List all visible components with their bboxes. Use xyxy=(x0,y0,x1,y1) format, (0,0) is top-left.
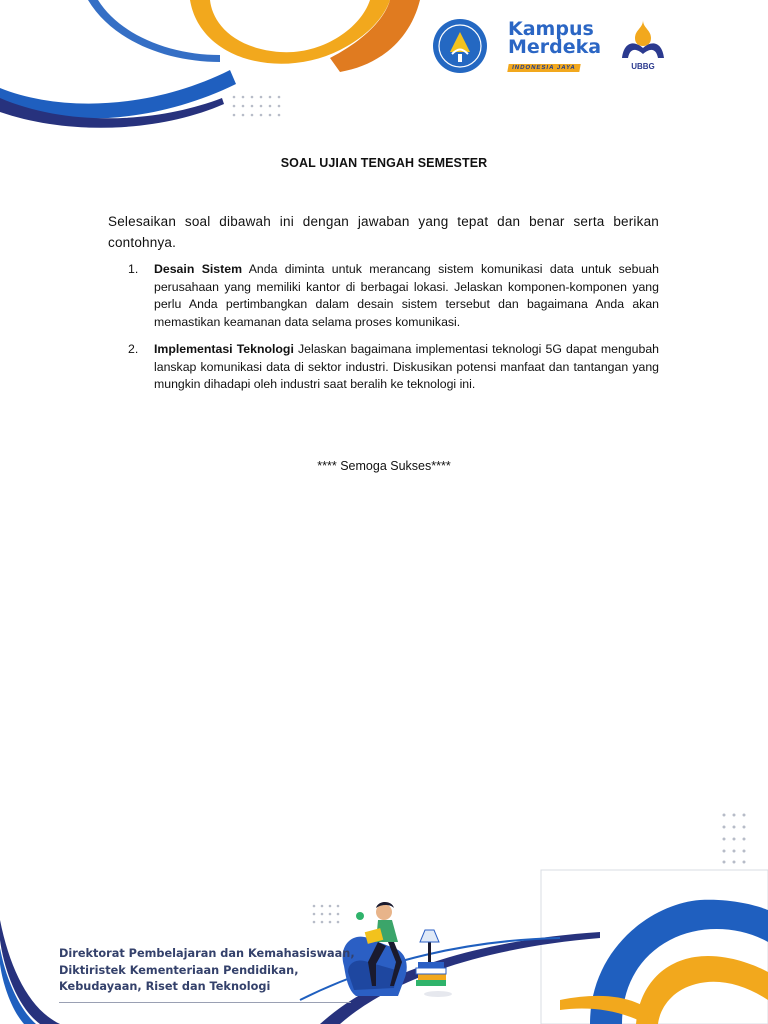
question-title: Implementasi Teknologi xyxy=(154,342,294,356)
kampus-merdeka-logo xyxy=(508,20,608,72)
ubbg-logo xyxy=(618,18,668,74)
kampus-logo-line1: Kampus xyxy=(508,18,594,40)
kampus-logo-tagline: INDONESIA JAYA xyxy=(507,64,580,72)
footer-line-3: Kebudayaan, Riset dan Teknologi xyxy=(59,980,271,993)
dot-grid-decoration xyxy=(718,810,752,866)
ubbg-logo-label: UBBG xyxy=(631,62,655,71)
question-title: Desain Sistem xyxy=(154,262,243,276)
header-decoration xyxy=(0,0,420,130)
document-title: SOAL UJIAN TENGAH SEMESTER xyxy=(280,156,488,170)
question-number: 1. xyxy=(128,262,139,276)
footer-line-1: Direktorat Pembelajaran dan Kemahasiswaan, xyxy=(59,947,355,960)
tut-wuri-handayani-logo xyxy=(432,18,488,74)
question-item xyxy=(128,341,659,394)
footer-line-2: Diktiristek Kementeriaan Pendidikan, xyxy=(59,963,299,977)
question-item xyxy=(128,261,659,331)
kampus-logo-line2: Merdeka xyxy=(508,36,602,58)
question-text: Jelaskan bagaimana implementasi teknologi 5G dapat mengubah lanskap komunikasi data di sektor industri. Diskusikan potensi manfaat dan tantangan yang mungkin dihadapi oleh industri saat beralih ke teknologi ini. xyxy=(154,342,659,391)
question-number: 2. xyxy=(128,342,139,356)
footer-divider xyxy=(59,1002,351,1003)
instruction-text: Selesaikan soal dibawah ini dengan jawaban yang tepat dan benar serta berikan contohnya. xyxy=(108,214,659,250)
question-text: Anda diminta untuk merancang sistem komunikasi data untuk sebuah perusahaan yang memiliki kantor di berbagai lokasi. Jelaskan komponen-komponen yang perlu Anda pertimbangkan dalam desain sistem tersebut dan bagaimana Anda akan memastikan keamanan data selama proses komunikasi. xyxy=(154,262,659,329)
closing-text: **** Semoga Sukses**** xyxy=(317,459,451,473)
footer-institution xyxy=(59,946,359,996)
question-list xyxy=(128,261,659,404)
